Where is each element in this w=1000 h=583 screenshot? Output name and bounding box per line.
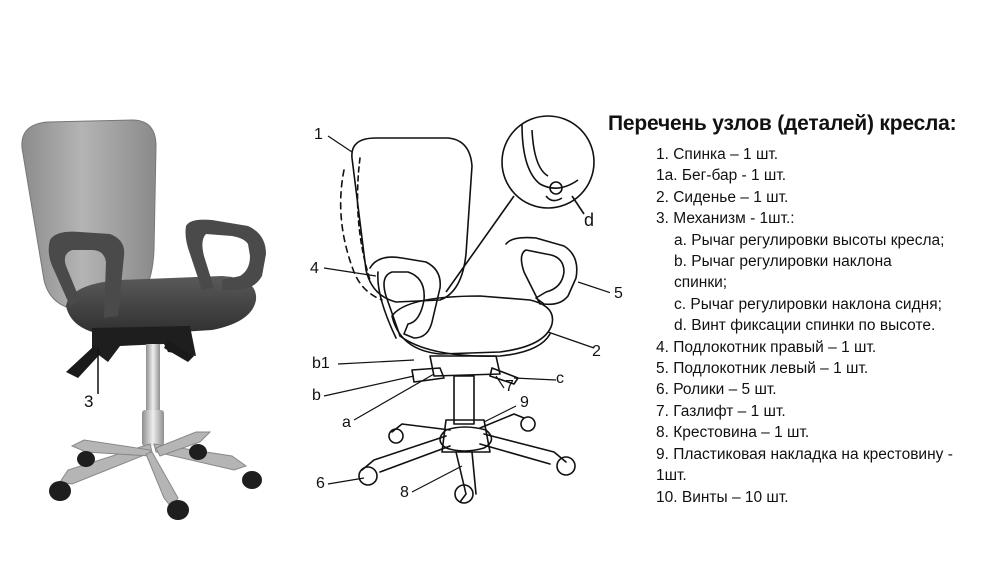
diagram-label-9: 9 <box>520 394 529 411</box>
list-item: 3. Механизм - 1шт.: <box>656 210 795 228</box>
diagram-label-5: 5 <box>614 285 623 302</box>
drawing-armrest-left <box>506 238 577 305</box>
parts-list-title: Перечень узлов (деталей) кресла: <box>608 112 957 135</box>
diagram-label-6: 6 <box>316 475 325 492</box>
diagram-label-b: b <box>312 387 321 404</box>
list-subitem: c. Рычаг регулировки наклона сидня; <box>674 295 942 313</box>
drawing-gaslift <box>454 376 474 424</box>
diagram-label-1: 1 <box>314 126 323 143</box>
diagram-label-d: d <box>584 210 595 230</box>
diagram-label-c: c <box>556 370 564 387</box>
photo-callout-label: 3 <box>84 392 94 411</box>
list-item: 10. Винты – 10 шт. <box>656 488 789 506</box>
diagram-label-4: 4 <box>310 260 319 277</box>
list-item: 2. Сиденье – 1 шт. <box>656 188 789 206</box>
drawing-mechanism <box>430 356 500 376</box>
list-item: 7. Газлифт – 1 шт. <box>656 402 786 420</box>
photo-gaslift <box>146 344 160 416</box>
diagram-label-7: 7 <box>505 378 514 395</box>
leader-lines <box>324 136 610 492</box>
diagram-label-a: a <box>342 414 351 431</box>
list-item: 4. Подлокотник правый – 1 шт. <box>656 338 877 356</box>
parts-list-panel <box>608 112 998 508</box>
list-item: 5. Подлокотник левый – 1 шт. <box>656 360 869 378</box>
diagram-label-8: 8 <box>400 484 409 501</box>
diagram-label-2: 2 <box>592 343 601 360</box>
diagram-label-b1: b1 <box>312 355 330 372</box>
drawing-casters <box>359 417 575 503</box>
list-item: 1. Спинка – 1 шт. <box>656 146 779 163</box>
list-item: 9. Пластиковая накладка на крестовину - 1шт. <box>656 445 953 485</box>
list-item: 6. Ролики – 5 шт. <box>656 381 777 399</box>
chair-photo <box>0 0 300 583</box>
list-subitem: a. Рычаг регулировки высоты кресла; <box>674 231 945 249</box>
list-item: 1а. Бег-бар - 1 шт. <box>656 167 787 185</box>
list-subitem: b. Рычаг регулировки наклона спинки; <box>674 253 892 292</box>
parts-list <box>608 144 998 508</box>
list-item: 8. Крестовина – 1 шт. <box>656 424 810 442</box>
chair-line-drawing <box>300 0 610 583</box>
drawing-zoom-detail <box>446 116 594 292</box>
list-subitem: d. Винт фиксации спинки по высоте. <box>674 317 936 335</box>
